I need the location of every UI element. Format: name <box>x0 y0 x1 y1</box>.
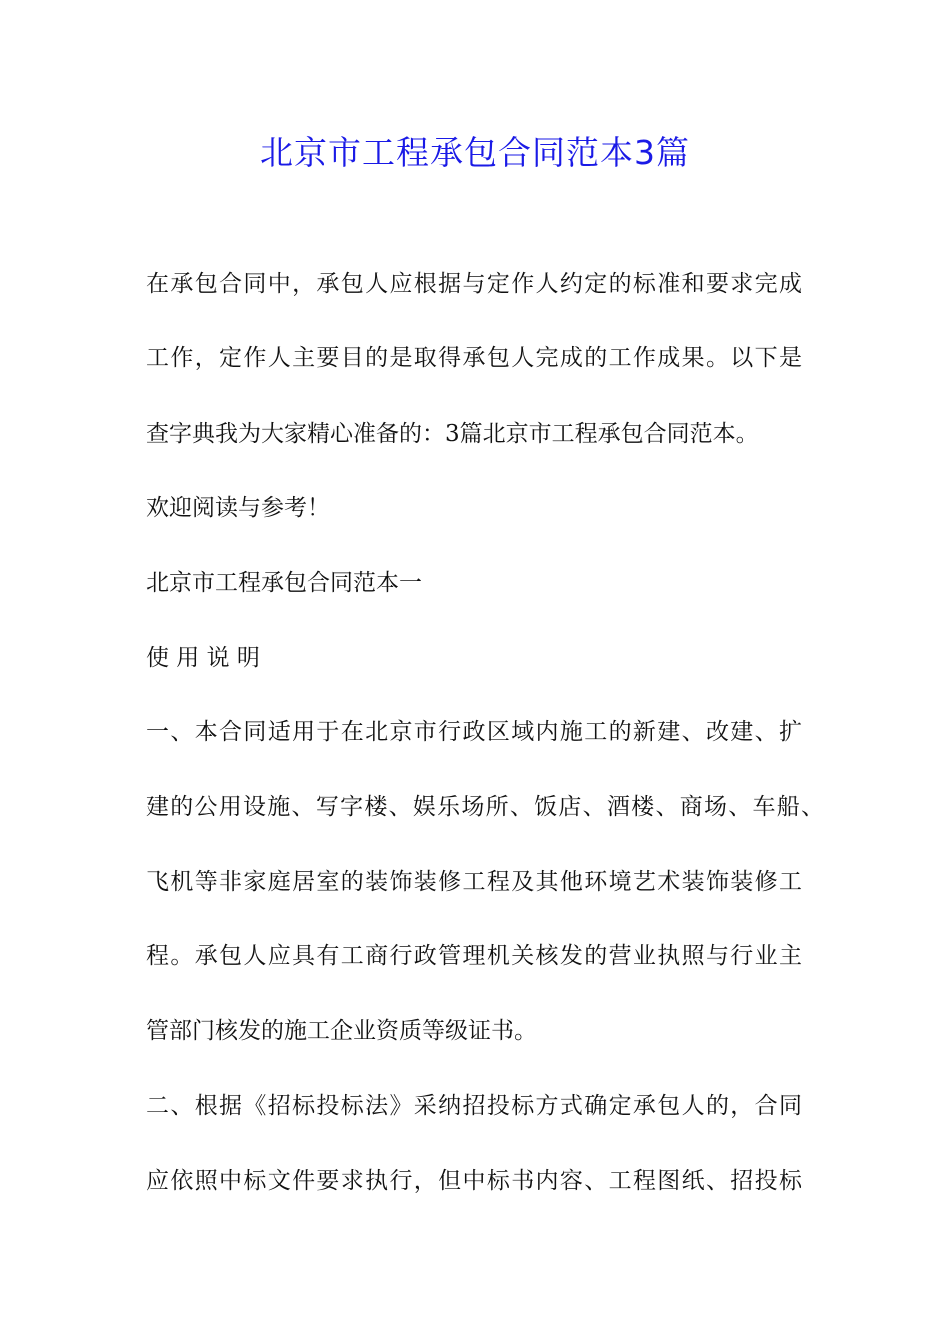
paragraph-line: 工作，定作人主要目的是取得承包人完成的工作成果。以下是 <box>146 345 802 371</box>
paragraph-line: 建的公用设施、写字楼、娱乐场所、饭店、酒楼、商场、车船、 <box>146 794 824 820</box>
paragraph-line: 一、本合同适用于在北京市行政区域内施工的新建、改建、扩 <box>146 719 802 745</box>
paragraph-line: 程。承包人应具有工商行政管理机关核发的营业执照与行业主 <box>146 943 802 969</box>
paragraph-line: 管部门核发的施工企业资质等级证书。 <box>146 1018 537 1044</box>
paragraph-line: 欢迎阅读与参考！ <box>146 495 330 521</box>
section-heading: 北京市工程承包合同范本一 <box>146 570 422 596</box>
usage-heading: 使 用 说 明 <box>146 645 260 671</box>
paragraph-line: 二、根据《招标投标法》采纳招投标方式确定承包人的，合同 <box>146 1093 802 1119</box>
paragraph-line: 飞机等非家庭居室的装饰装修工程及其他环境艺术装饰装修工 <box>146 869 802 895</box>
paragraph-line: 查字典我为大家精心准备的：3篇北京市工程承包合同范本。 <box>146 421 759 447</box>
document-title: 北京市工程承包合同范本3篇 <box>260 133 690 172</box>
paragraph-line: 应依照中标文件要求执行，但中标书内容、工程图纸、招投标 <box>146 1168 802 1194</box>
paragraph-line: 在承包合同中，承包人应根据与定作人约定的标准和要求完成 <box>146 271 802 297</box>
